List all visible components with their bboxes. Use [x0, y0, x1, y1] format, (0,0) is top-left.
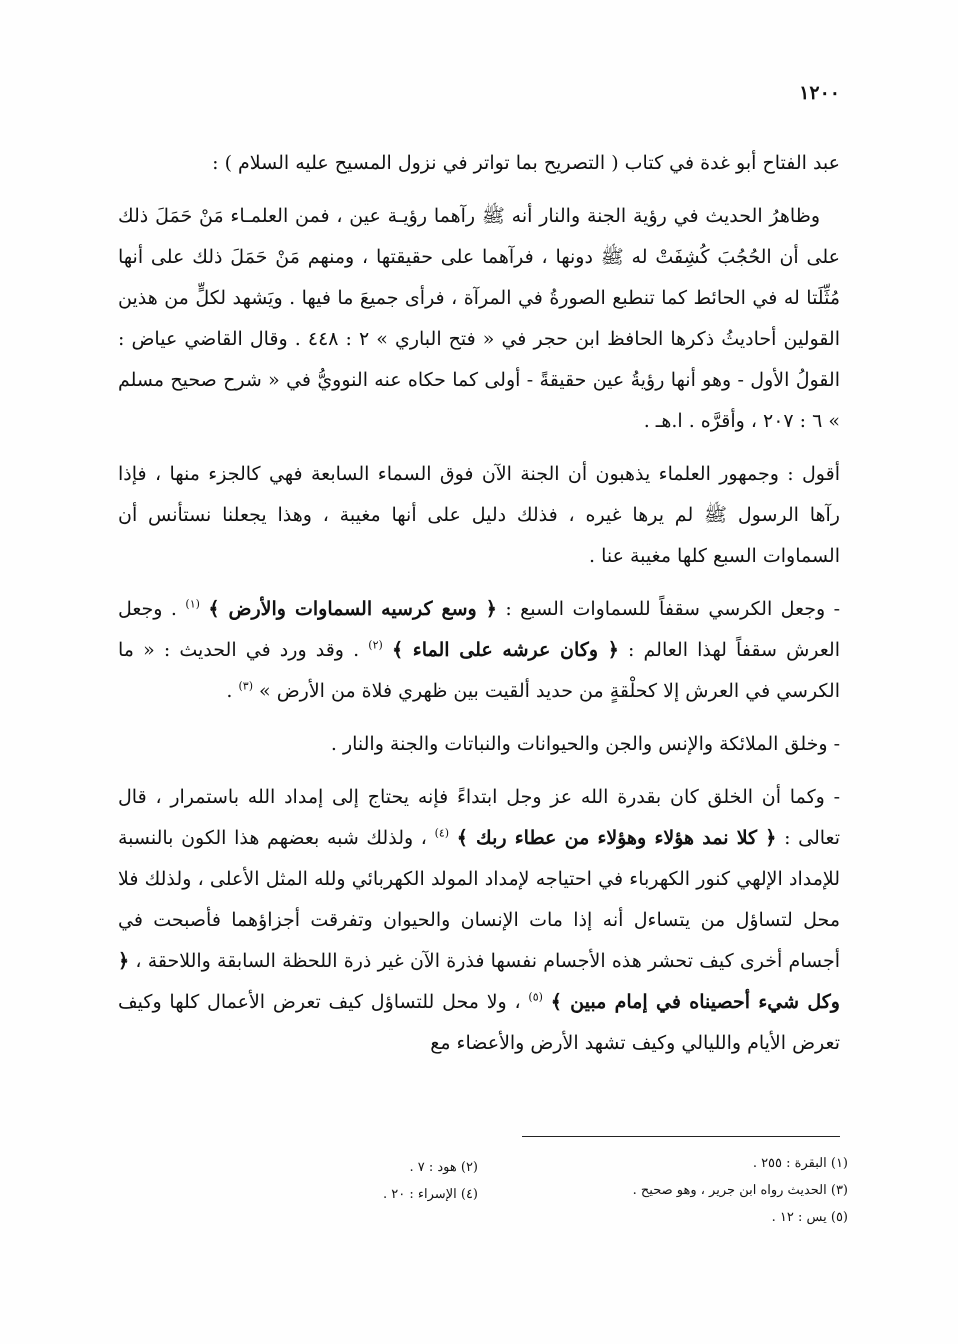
text-segment: . — [226, 680, 239, 702]
paragraph-creation: - وخلق الملائكة والإنس والجن والحيوانات والنباتات والجنة والنار . — [330, 733, 840, 755]
quran-verse: ﴿ وسع كرسيه السماوات والأرض ﴾ — [208, 598, 497, 620]
text-segment: ، ولا محل للتساؤل كيف تعرض الأعمال كلها وكيف تعرض الأيام والليالي وكيف تشهد الأرض والأعضاء مع — [118, 991, 840, 1054]
page-number: ١٢٠٠ — [799, 82, 840, 104]
text-segment: . وقد ورد في الحديث : « ما الكرسي في العرش إلا كحلْقةٍ من حديد ألقيت بين ظهري فلاة من الأرض » — [118, 639, 840, 702]
footnote-ref: (٥) — [528, 990, 543, 1004]
paragraph-provision — [118, 777, 840, 1064]
footnote-5: (٥) يس : ١٢ . — [771, 1210, 848, 1225]
paragraph-intro: عبد الفتاح أبو غدة في كتاب ( التصريح بما تواتر في نزول المسيح عليه السلام ) : — [212, 152, 840, 174]
text-segment: - وكما أن الخلق كان بقدرة الله عز وجل ابتداءً فإنه يحتاج إلى إمداد الله باستمرار ، قال تعالى : — [118, 786, 840, 849]
quran-verse: ﴿ وكان عرشه على الماء ﴾ — [391, 639, 619, 661]
footnote-3: (٣) الحديث رواه ابن جرير ، وهو صحيح . — [632, 1183, 848, 1198]
footnote-1: (١) البقرة : ٢٥٥ . — [752, 1156, 848, 1171]
footnote-4: (٤) الإسراء : ٢٠ . — [383, 1187, 478, 1202]
footnote-ref: (١) — [185, 597, 200, 611]
paragraph-quote: وظاهرُ الحديث في رؤية الجنة والنار أنه ﷺ رآهما رؤيـة عين ، فمن العلمـاء مَنْ حَمَلَ ذلك على أن الحُجُبَ كُشِفَتْ له ﷺ دونها ، فرآهما على حقيقتها ، ومنهم مَنْ حَمَلَ ذلك على أنها مُثِّلَتا له في الحائط كما تنطبع الصورةُ في المرآة ، فرأى جميعَ ما فيها . ويَشهد لكلٍّ من هذين القولين أحاديثُ ذكرها الحافظ ابن حجر في « فتح الباري » ٢ : ٤٤٨ . وقال القاضي عياض : القولُ الأول - وهو أنها رؤيةُ عين حقيقةً - أولى كما حكاه عنه النوويُّ في « شرح صحيح مسلم » ٦ : ٢٠٧ ، وأقرَّه . ا.هـ . — [118, 205, 840, 432]
footnote-2: (٢) هود : ٧ . — [409, 1160, 478, 1175]
paragraph-kursi — [118, 589, 840, 712]
text-segment: - وجعل الكرسي سقفاً للسماوات السبع : — [496, 598, 841, 620]
main-text — [118, 143, 840, 1076]
footnote-ref: (٣) — [238, 679, 253, 693]
footnotes-right — [448, 1150, 848, 1231]
text-segment: . وجعل العرش سقفاً لهذا العالم : — [118, 598, 841, 661]
footnote-ref: (٤) — [434, 826, 450, 840]
quran-verse: ﴿ وكل شيء أحصيناه في إمام مبين ﴾ — [118, 950, 840, 1013]
footnote-divider — [522, 1136, 840, 1137]
footnotes-left — [338, 1154, 478, 1208]
paragraph-comment: أقول : وجمهور العلماء يذهبون أن الجنة الآن فوق السماء السابعة فهي كالجزء منها ، فإذا رآها الرسول ﷺ لم يرها غيره ، فذلك دليل على أنها مغيبة ، وهذا يجعلنا نستأنس أن السماوات السبع كلها مغيبة عنا . — [118, 463, 840, 567]
text-segment: ، ولذلك شبه بعضهم هذا الكون بالنسبة للإمداد الإلهي كنور الكهرباء في احتياجه لإمداد المولد الكهربائي ولله المثل الأعلى ، ولذلك فلا محل لتساؤل من يتساءل أنه إذا مات الإنسان والحيوان وتفرقت أجزاؤهما فأصبحت في أجسام أخرى كيف تحشر هذه الأجسام نفسها فذرة الآن غير ذرة اللحظة السابقة واللاحقة ، — [118, 827, 840, 972]
quran-verse: ﴿ كلا نمد هؤلاء وهؤلاء من عطاء ربك ﴾ — [456, 827, 777, 849]
footnote-ref: (٢) — [368, 638, 383, 652]
